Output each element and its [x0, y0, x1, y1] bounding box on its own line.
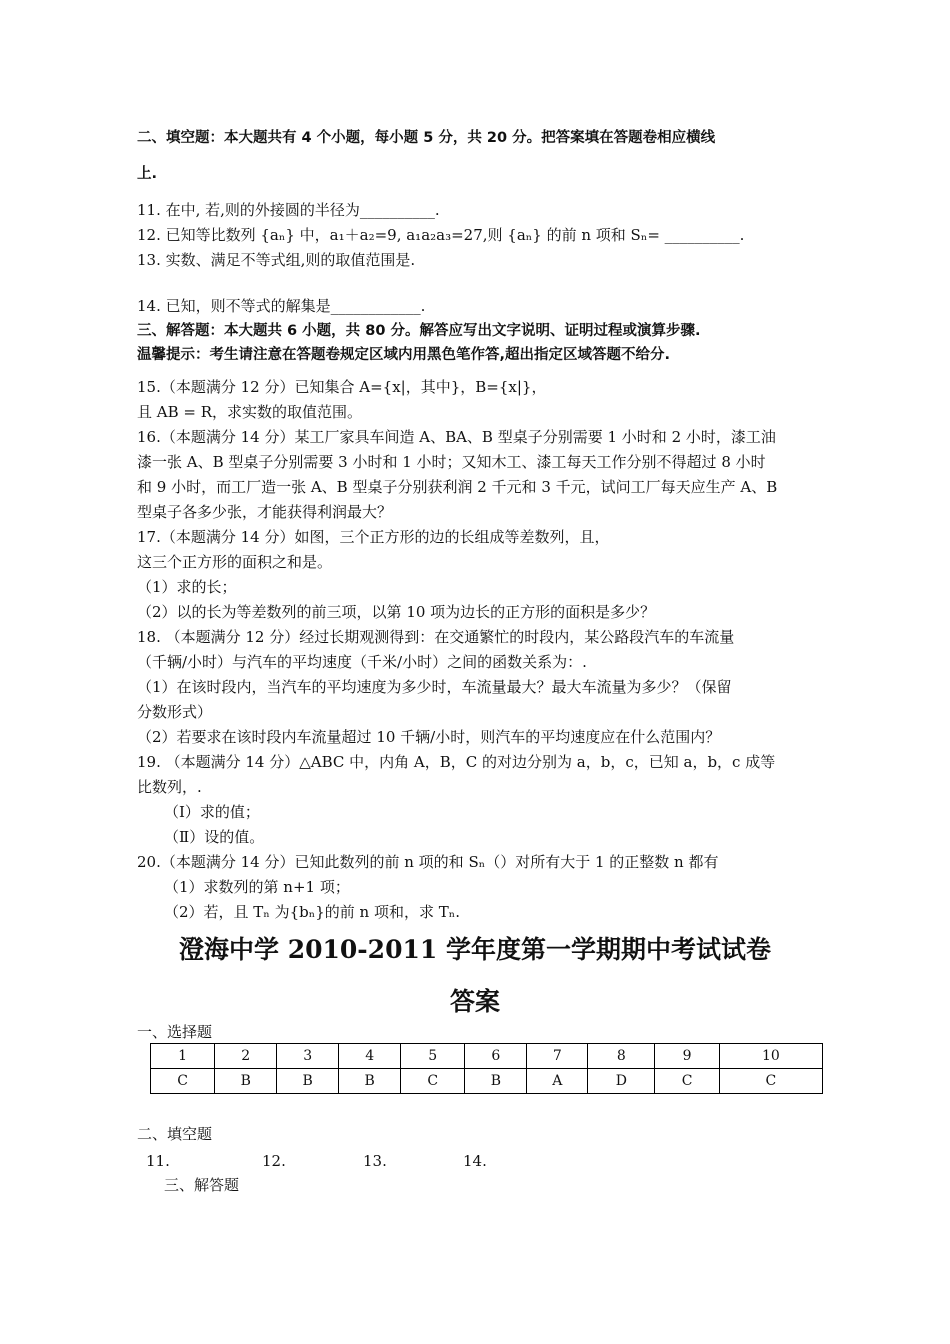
- question-19-line1: 19. （本题满分 14 分）△ABC 中，内角 A，B，C 的对边分别为 a，b，c，已知 a，b，c 成等: [137, 753, 776, 771]
- mc-answer-cell: C: [655, 1069, 719, 1094]
- question-19-line3: （Ⅰ）求的值；: [164, 803, 260, 821]
- fill-answer-label: 二、填空题: [137, 1125, 213, 1143]
- solve-section-heading: 三、解答题：本大题共 6 小题，共 80 分。解答应写出文字说明、证明过程或演算步骤.: [137, 323, 701, 339]
- fill-answer-item-11: 11.: [146, 1152, 170, 1170]
- question-13: 13. 实数、满足不等式组,则的取值范围是.: [137, 251, 416, 269]
- mc-answer-cell: B: [465, 1069, 527, 1094]
- question-20-line2: （1）求数列的第 n+1 项；: [164, 878, 350, 896]
- solve-section-tip: 温馨提示：考生请注意在答题卷规定区域内用黑色笔作答,超出指定区域答题不给分.: [137, 347, 671, 363]
- mc-answer-cell: D: [588, 1069, 655, 1094]
- question-14: 14. 已知，则不等式的解集是____________.: [137, 297, 426, 315]
- question-18-line2: （千辆/小时）与汽车的平均速度（千米/小时）之间的函数关系为：.: [137, 653, 587, 671]
- mc-answer-cell: B: [215, 1069, 277, 1094]
- answer-title: 澄海中学 2010-2011 学年度第一学期期中考试试卷: [179, 935, 771, 964]
- mc-number-cell: 6: [465, 1044, 527, 1069]
- question-16-line3: 和 9 小时，而工厂造一张 A、B 型桌子分别获利润 2 千元和 3 千元，试问工厂每天应生产 A、B: [137, 478, 778, 496]
- mc-answer-cell: B: [339, 1069, 401, 1094]
- mc-answer-cell: C: [719, 1069, 822, 1094]
- question-18-line5: （2）若要求在该时段内车流量超过 10 千辆/小时，则汽车的平均速度应在什么范围内？: [137, 728, 721, 746]
- mc-number-cell: 10: [719, 1044, 822, 1069]
- mc-number-cell: 7: [527, 1044, 588, 1069]
- question-20-line3: （2）若，且 Tₙ 为{bₙ}的前 n 项和，求 Tₙ.: [164, 903, 460, 921]
- answer-table-number-row: [151, 1044, 823, 1069]
- fill-section-heading: 二、填空题：本大题共有 4 个小题，每小题 5 分，共 20 分。把答案填在答题卷相应横线: [137, 130, 716, 146]
- answer-table-answer-row: [151, 1069, 823, 1094]
- fill-answer-item-13: 13.: [363, 1152, 387, 1170]
- question-12: 12. 已知等比数列 {aₙ} 中，a₁＋a₂=9, a₁a₂a₃=27,则 {aₙ} 的前 n 项和 Sₙ= __________.: [137, 226, 745, 244]
- fill-answer-item-14: 14.: [463, 1152, 487, 1170]
- mc-answer-cell: A: [527, 1069, 588, 1094]
- question-18-line4: 分数形式）: [137, 703, 213, 721]
- question-19-line4: （Ⅱ）设的值。: [164, 828, 265, 846]
- mc-answer-cell: C: [151, 1069, 215, 1094]
- mc-number-cell: 3: [277, 1044, 339, 1069]
- mc-label: 一、选择题: [137, 1023, 213, 1041]
- question-15-line2: 且 AB = R，求实数的取值范围。: [137, 403, 363, 421]
- question-17-line1: 17.（本题满分 14 分）如图，三个正方形的边的长组成等差数列，且，: [137, 528, 610, 546]
- question-17-line2: 这三个正方形的面积之和是。: [137, 553, 333, 571]
- question-20-line1: 20.（本题满分 14 分）已知此数列的前 n 项的和 Sₙ（）对所有大于 1 的正整数 n 都有: [137, 853, 719, 871]
- mc-number-cell: 5: [401, 1044, 465, 1069]
- question-17-line4: （2）以的长为等差数列的前三项，以第 10 项为边长的正方形的面积是多少？: [137, 603, 656, 621]
- mc-number-cell: 9: [655, 1044, 719, 1069]
- mc-number-cell: 4: [339, 1044, 401, 1069]
- mc-answer-cell: C: [401, 1069, 465, 1094]
- question-16-line4: 型桌子各多少张，才能获得利润最大？: [137, 503, 393, 521]
- solve-answer-label: 三、解答题: [164, 1176, 240, 1194]
- question-11: 11. 在中, 若,则的外接圆的半径为__________.: [137, 201, 440, 219]
- mc-number-cell: 1: [151, 1044, 215, 1069]
- mc-answer-cell: B: [277, 1069, 339, 1094]
- fill-section-heading-cont: 上.: [137, 166, 158, 182]
- answer-table: [150, 1043, 823, 1094]
- question-16-line1: 16.（本题满分 14 分）某工厂家具车间造 A、BA、B 型桌子分别需要 1 小时和 2 小时，漆工油: [137, 428, 776, 446]
- question-16-line2: 漆一张 A、B 型桌子分别需要 3 小时和 1 小时；又知木工、漆工每天工作分别不得超过 8 小时: [137, 453, 766, 471]
- mc-number-cell: 2: [215, 1044, 277, 1069]
- question-19-line2: 比数列，.: [137, 778, 202, 796]
- fill-answer-item-12: 12.: [262, 1152, 286, 1170]
- mc-number-cell: 8: [588, 1044, 655, 1069]
- question-15-line1: 15.（本题满分 12 分）已知集合 A={x|，其中}，B={x|}，: [137, 378, 547, 396]
- answer-subtitle: 答案: [449, 987, 500, 1016]
- question-17-line3: （1）求的长；: [137, 578, 237, 596]
- question-18-line3: （1）在该时段内，当汽车的平均速度为多少时，车流量最大？最大车流量为多少？（保留: [137, 678, 732, 696]
- question-18-line1: 18. （本题满分 12 分）经过长期观测得到：在交通繁忙的时段内，某公路段汽车的车流量: [137, 628, 735, 646]
